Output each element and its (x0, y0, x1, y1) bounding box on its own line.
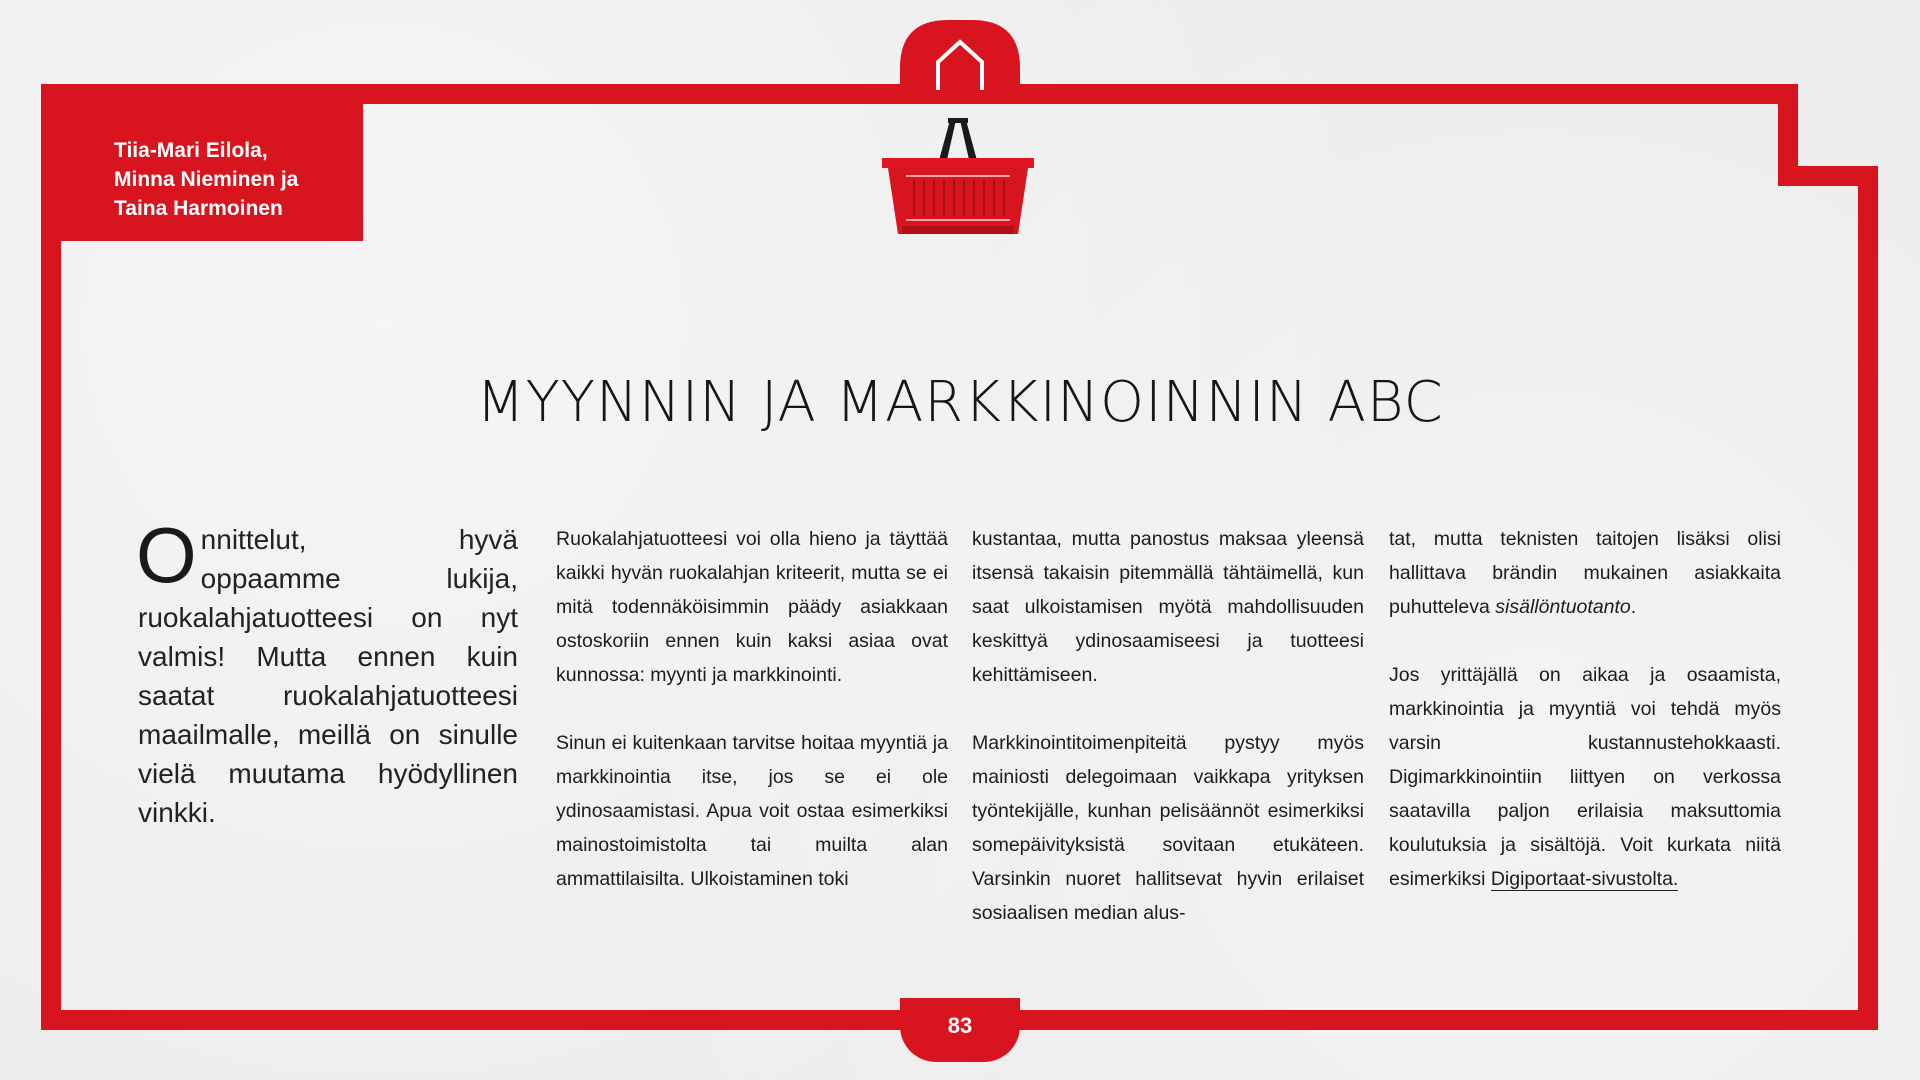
shopping-basket-icon (878, 116, 1038, 241)
author-names: Tiia-Mari Eilola, Minna Nieminen ja Taina Harmoinen (114, 139, 299, 220)
column-3-text-start: tat, mutta teknisten taitojen lisäksi olisi hallittava brändin mukainen asiakkaita puhutteleva (1389, 528, 1781, 618)
column-3-text-end: . Jos yrittäjällä on aikaa ja osaamista, markkinointia ja myyntiä voi tehdä myös varsin kustannustehokkaasti. Digimarkkinointiin liittyen on verkossa saatavilla paljon erilaisia maksuttomia koulutuksia ja sisältöjä. Voit kurkata niitä esimerkiksi (1389, 596, 1781, 890)
body-column-3 (1389, 522, 1781, 896)
article-title: MYYNNIN JA MARKKINOINNIN ABC (476, 370, 1444, 435)
intro-paragraph (136, 511, 518, 832)
body-column-1: Ruokalahjatuotteesi voi olla hieno ja täyttää kaikki hyvän ruokalahjan kriteerit, mutta se ei mitä todennäköisimmin päädy asiakkaan ostoskoriin ennen kuin kaksi asiaa ovat kunnossa: myynti ja markkinointi. Sinun ei kuitenkaan tarvitse hoitaa myyntiä ja markkinointia itse, jos se ei ole ydinosaamistasi. Apua voit ostaa esimerkiksi mainostoimistolta tai muilta alan ammattilaisilta. Ulkoistaminen toki (556, 528, 948, 890)
emphasis-term: sisällöntuotanto (1495, 596, 1631, 618)
digiportaat-link[interactable]: Digiportaat-sivustolta. (1490, 868, 1679, 890)
page-number: 83 (900, 998, 1020, 1062)
intro-text: nnittelut, hyvä oppaamme lukija, ruokalahjatuotteesi on nyt valmis! Mutta ennen kuin saatat ruokalahjatuotteesi maailmalle, meillä on sinulle vielä muutama hyödyllinen vinkki. (138, 524, 518, 828)
body-column-2: kustantaa, mutta panostus maksaa yleensä itsensä takaisin pitemmällä tähtäimellä, kun saat ulkoistamisen myötä mahdollisuuden keskittyä ydinosaamiseesi ja tuotteesi kehittämiseen. Markkinointitoimenpiteitä pystyy myös mainiosti delegoimaan vaikkapa yrityksen työntekijälle, kunhan pelisäännöt esimerkiksi somepäivityksistä sovitaan etukäteen. Varsinkin nuoret hallitsevat hyvin erilaiset sosiaalisen median alus- (972, 528, 1364, 924)
home-button[interactable] (900, 20, 1020, 130)
drop-cap: O (136, 511, 197, 599)
home-icon (900, 20, 1020, 110)
